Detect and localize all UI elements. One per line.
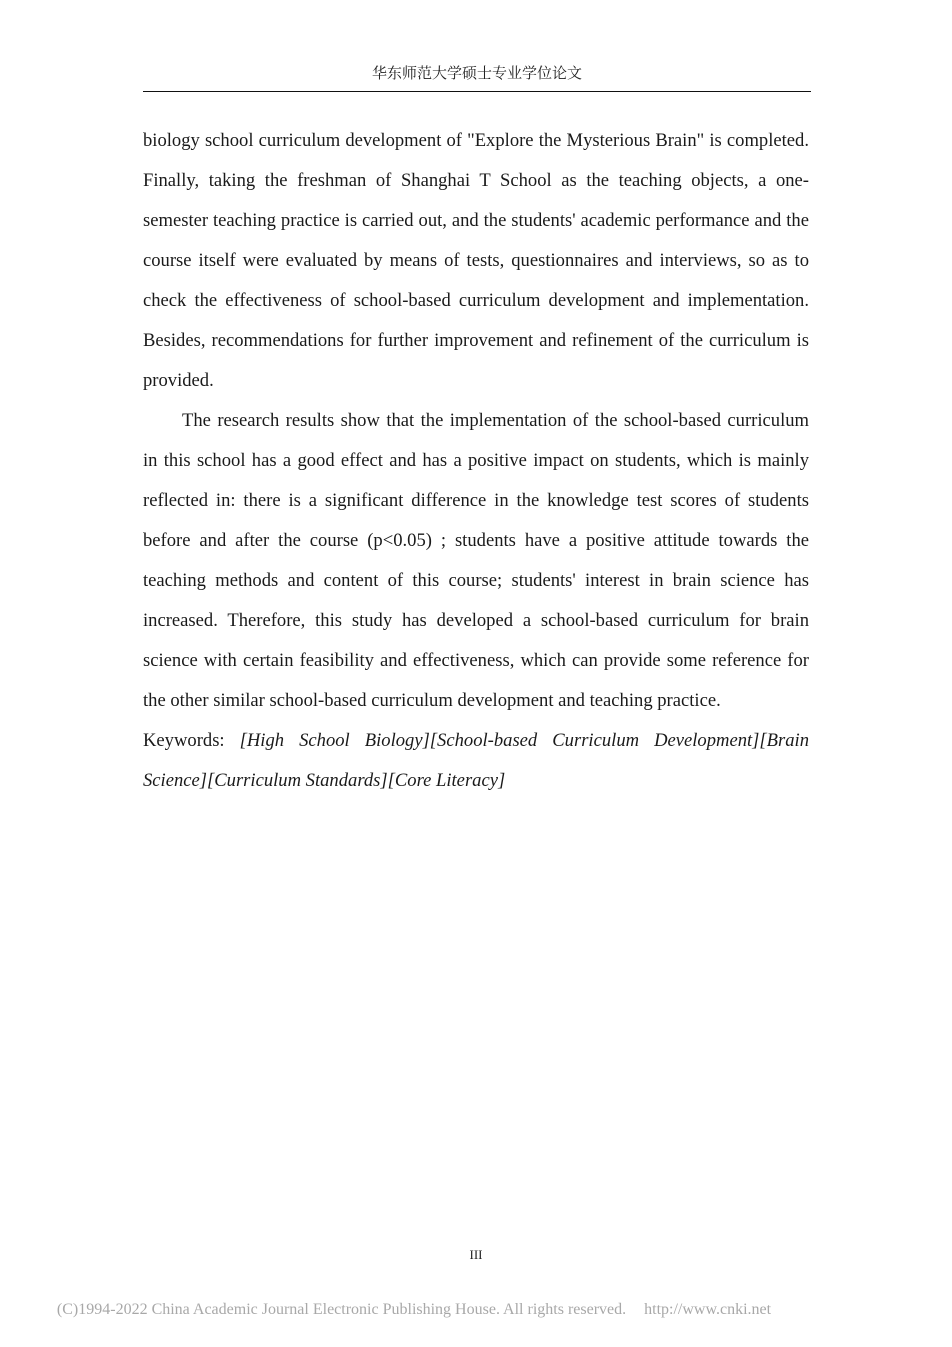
abstract-body bbox=[143, 121, 809, 801]
abstract-paragraph-2: The research results show that the implementation of the school-based curriculum in this school has a good effect and has a positive impact on students, which is mainly reflected in: there is a significant difference in the knowledge test scores of students before and after the course (p<0.05) ; students have a positive attitude towards the teaching methods and content of this course; students' interest in brain science has increased. Therefore, this study has developed a school-based curriculum for brain science with certain feasibility and effectiveness, which can provide some reference for the other similar school-based curriculum development and teaching practice. bbox=[143, 410, 809, 711]
footer-url: http://www.cnki.net bbox=[644, 1301, 772, 1318]
keywords-line bbox=[143, 721, 809, 801]
footer bbox=[0, 1299, 828, 1321]
header-rule bbox=[143, 91, 811, 92]
keywords-label: Keywords: bbox=[143, 730, 225, 751]
keywords-value: [High School Biology][School-based Curriculum Development][Brain Science][Curriculum Standards][Core Literacy] bbox=[143, 730, 809, 791]
running-header: 华东师范大学硕士专业学位论文 bbox=[371, 66, 582, 82]
abstract-paragraph-1: biology school curriculum development of "Explore the Mysterious Brain" is completed. Finally, taking the freshman of Shanghai T School as the teaching objects, a one-semester teaching practice is carried out, and the students' academic performance and the course itself were evaluated by means of tests, questionnaires and interviews, so as to check the effectiveness of school-based curriculum development and implementation. Besides, recommendations for further improvement and refinement of the curriculum is provided. bbox=[143, 130, 809, 391]
footer-copyright: (C)1994-2022 China Academic Journal Electronic Publishing House. All rights reserved. bbox=[56, 1301, 627, 1318]
page-number: III bbox=[469, 1247, 483, 1262]
